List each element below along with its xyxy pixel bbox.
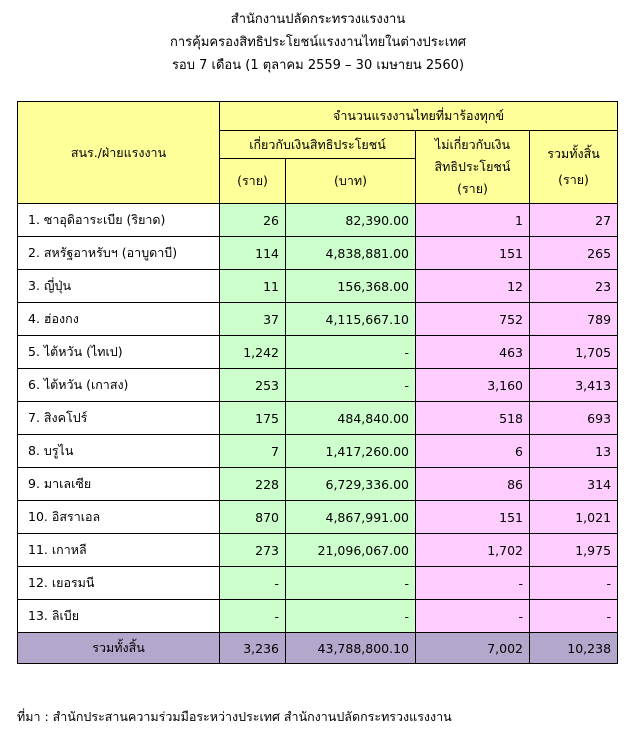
cell-total-count: - xyxy=(530,567,618,600)
cell-office-name: 6. ไต้หวัน (เกาสง) xyxy=(18,369,220,402)
cell-office-name: 3. ญี่ปุ่น xyxy=(18,270,220,303)
table-row xyxy=(18,402,618,435)
cell-baht-amount: - xyxy=(286,336,416,369)
cell-not-related-count: 12 xyxy=(416,270,530,303)
cell-related-count: 228 xyxy=(220,468,286,501)
cell-office-name: 10. อิสราเอล xyxy=(18,501,220,534)
cell-office-name: 4. ฮ่องกง xyxy=(18,303,220,336)
cell-related-count: - xyxy=(220,567,286,600)
table-row xyxy=(18,501,618,534)
cell-related-count: 37 xyxy=(220,303,286,336)
totals-not-related: 7,002 xyxy=(416,633,530,664)
title-line-3: รอบ 7 เดือน (1 ตุลาคม 2559 – 30 เมษายน 2560) xyxy=(171,58,465,73)
cell-not-related-count: 151 xyxy=(416,501,530,534)
cell-total-count: 693 xyxy=(530,402,618,435)
header-total xyxy=(530,131,618,204)
cell-related-count: 273 xyxy=(220,534,286,567)
cell-related-count: 7 xyxy=(220,435,286,468)
cell-total-count: 27 xyxy=(530,204,618,237)
header-not-related xyxy=(416,131,530,204)
table-row xyxy=(18,204,618,237)
totals-baht: 43,788,800.10 xyxy=(286,633,416,664)
cell-not-related-count: 463 xyxy=(416,336,530,369)
totals-total: 10,238 xyxy=(530,633,618,664)
cell-not-related-count: - xyxy=(416,600,530,633)
header-not-related-line1: ไม่เกี่ยวกับเงิน xyxy=(434,137,511,152)
header-not-related-line2: สิทธิประโยชน์ xyxy=(434,159,511,174)
table-row xyxy=(18,369,618,402)
cell-total-count: 314 xyxy=(530,468,618,501)
cell-baht-amount: 484,840.00 xyxy=(286,402,416,435)
cell-total-count: 23 xyxy=(530,270,618,303)
cell-total-count: - xyxy=(530,600,618,633)
header-related: เกี่ยวกับเงินสิทธิประโยชน์ xyxy=(220,131,416,159)
cell-baht-amount: 4,838,881.00 xyxy=(286,237,416,270)
table-row xyxy=(18,468,618,501)
cell-related-count: 175 xyxy=(220,402,286,435)
cell-related-count: 26 xyxy=(220,204,286,237)
complaints-table xyxy=(17,101,618,664)
cell-baht-amount: 82,390.00 xyxy=(286,204,416,237)
cell-baht-amount: 1,417,260.00 xyxy=(286,435,416,468)
header-complaints: จำนวนแรงงานไทยที่มาร้องทุกข์ xyxy=(220,102,618,131)
header-total-label: รวมทั้งสิ้น xyxy=(547,146,600,161)
header-persons-unit: (ราย) xyxy=(220,159,286,204)
totals-related-count: 3,236 xyxy=(220,633,286,664)
cell-not-related-count: 86 xyxy=(416,468,530,501)
cell-baht-amount: 6,729,336.00 xyxy=(286,468,416,501)
header-not-related-unit: (ราย) xyxy=(457,181,488,196)
table-body xyxy=(18,204,618,633)
cell-total-count: 1,705 xyxy=(530,336,618,369)
cell-office-name: 12. เยอรมนี xyxy=(18,567,220,600)
cell-not-related-count: 752 xyxy=(416,303,530,336)
header-baht-unit: (บาท) xyxy=(286,159,416,204)
table-row xyxy=(18,534,618,567)
cell-not-related-count: 1 xyxy=(416,204,530,237)
cell-not-related-count: 518 xyxy=(416,402,530,435)
cell-office-name: 2. สหรัฐอาหรับฯ (อาบูดาบี) xyxy=(18,237,220,270)
table-row xyxy=(18,435,618,468)
totals-label: รวมทั้งสิ้น xyxy=(18,633,220,664)
cell-total-count: 3,413 xyxy=(530,369,618,402)
cell-related-count: 870 xyxy=(220,501,286,534)
cell-baht-amount: - xyxy=(286,567,416,600)
table-row xyxy=(18,270,618,303)
cell-baht-amount: - xyxy=(286,369,416,402)
title-line-1: สำนักงานปลัดกระทรวงแรงงาน xyxy=(230,12,406,27)
cell-office-name: 9. มาเลเซีย xyxy=(18,468,220,501)
totals-row xyxy=(18,633,618,664)
source-note: ที่มา : สำนักประสานความร่วมมือระหว่างประเทศ สำนักงานปลัดกระทรวงแรงงาน xyxy=(17,709,452,724)
cell-related-count: - xyxy=(220,600,286,633)
table-row xyxy=(18,336,618,369)
cell-related-count: 253 xyxy=(220,369,286,402)
cell-related-count: 114 xyxy=(220,237,286,270)
cell-not-related-count: 6 xyxy=(416,435,530,468)
cell-total-count: 13 xyxy=(530,435,618,468)
table-row xyxy=(18,567,618,600)
cell-not-related-count: - xyxy=(416,567,530,600)
cell-baht-amount: - xyxy=(286,600,416,633)
cell-not-related-count: 1,702 xyxy=(416,534,530,567)
cell-office-name: 7. สิงคโปร์ xyxy=(18,402,220,435)
cell-office-name: 11. เกาหลี xyxy=(18,534,220,567)
cell-total-count: 1,021 xyxy=(530,501,618,534)
title-line-2: การคุ้มครองสิทธิประโยชน์แรงงานไทยในต่างประเทศ xyxy=(170,35,466,50)
cell-total-count: 789 xyxy=(530,303,618,336)
cell-related-count: 11 xyxy=(220,270,286,303)
cell-office-name: 5. ไต้หวัน (ไทเป) xyxy=(18,336,220,369)
cell-baht-amount: 4,115,667.10 xyxy=(286,303,416,336)
cell-office-name: 1. ซาอุดิอาระเบีย (ริยาด) xyxy=(18,204,220,237)
cell-baht-amount: 4,867,991.00 xyxy=(286,501,416,534)
cell-office-name: 13. ลิเบีย xyxy=(18,600,220,633)
report-title-block xyxy=(0,8,636,77)
header-office: สนร./ฝ่ายแรงงาน xyxy=(18,102,220,204)
table-row xyxy=(18,237,618,270)
cell-baht-amount: 21,096,067.00 xyxy=(286,534,416,567)
cell-total-count: 265 xyxy=(530,237,618,270)
cell-office-name: 8. บรูไน xyxy=(18,435,220,468)
table-row xyxy=(18,600,618,633)
cell-related-count: 1,242 xyxy=(220,336,286,369)
header-total-unit: (ราย) xyxy=(558,172,589,187)
table-row xyxy=(18,303,618,336)
cell-baht-amount: 156,368.00 xyxy=(286,270,416,303)
cell-not-related-count: 3,160 xyxy=(416,369,530,402)
cell-total-count: 1,975 xyxy=(530,534,618,567)
cell-not-related-count: 151 xyxy=(416,237,530,270)
